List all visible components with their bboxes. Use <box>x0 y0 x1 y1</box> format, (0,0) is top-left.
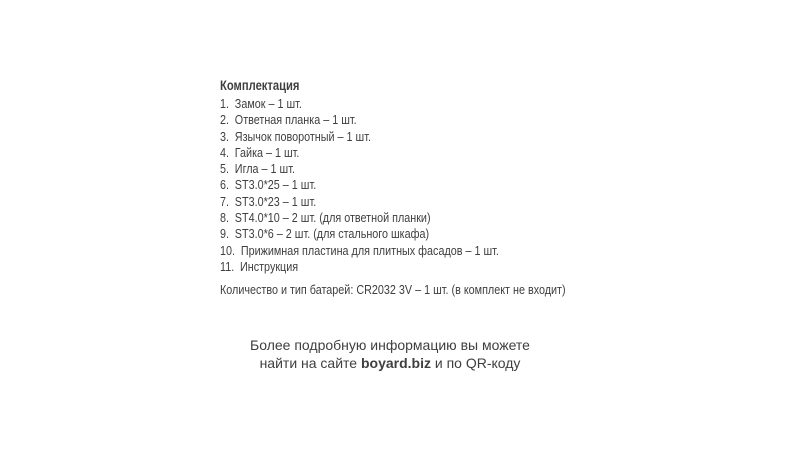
list-item-text: Замок – 1 шт. <box>234 96 302 111</box>
list-item <box>220 129 685 145</box>
list-item <box>220 226 685 242</box>
list-item <box>220 112 685 128</box>
list-item-number: 8. <box>220 210 230 226</box>
list-item-number: 9. <box>220 226 230 242</box>
package-contents-section <box>220 77 685 299</box>
list-item-text: Прижимная пластина для плитных фасадов – 1 шт. <box>240 242 499 258</box>
more-info-line2-suffix: и по QR-коду <box>430 354 521 371</box>
list-item <box>220 96 685 112</box>
website-domain: boyard.biz <box>360 354 431 371</box>
more-info-line2-prefix: найти на сайте <box>259 354 361 371</box>
list-item-text: ST3.0*23 – 1 шт. <box>234 193 317 209</box>
list-item-text: Ответная планка – 1 шт. <box>234 112 357 128</box>
list-item-number: 5. <box>220 161 230 177</box>
list-item-number: 10. <box>220 242 236 258</box>
list-item-number: 6. <box>220 177 230 193</box>
list-item-number: 1. <box>220 96 230 111</box>
more-info-line1: Более подробную информацию вы можете <box>250 337 530 353</box>
list-item <box>220 243 685 259</box>
list-item-text: ST3.0*6 – 2 шт. (для стального шкафа) <box>234 226 430 242</box>
list-item-number: 7. <box>220 193 230 209</box>
list-item-text: Язычок поворотный – 1 шт. <box>234 128 371 144</box>
list-item-number: 4. <box>220 144 230 160</box>
list-item-number: 11. <box>220 258 235 274</box>
list-item-text: ST4.0*10 – 2 шт. (для ответной планки) <box>234 210 431 226</box>
package-contents-title: Комплектация <box>220 78 300 93</box>
list-item-text: Гайка – 1 шт. <box>234 144 300 160</box>
list-item <box>220 177 685 193</box>
list-item <box>220 259 685 275</box>
battery-note: Количество и тип батарей: CR2032 3V – 1 шт. (в комплект не входит) <box>220 282 566 298</box>
list-item <box>220 145 685 161</box>
list-item <box>220 194 685 210</box>
list-item-number: 2. <box>220 112 230 128</box>
list-item-number: 3. <box>220 128 230 144</box>
list-item <box>220 161 685 177</box>
list-item-text: ST3.0*25 – 1 шт. <box>234 177 317 193</box>
package-contents-list <box>220 96 685 275</box>
more-info-note <box>230 337 550 372</box>
list-item-text: Игла – 1 шт. <box>234 161 295 177</box>
list-item-text: Инструкция <box>240 258 299 274</box>
list-item <box>220 210 685 226</box>
more-info-line2 <box>230 355 550 373</box>
